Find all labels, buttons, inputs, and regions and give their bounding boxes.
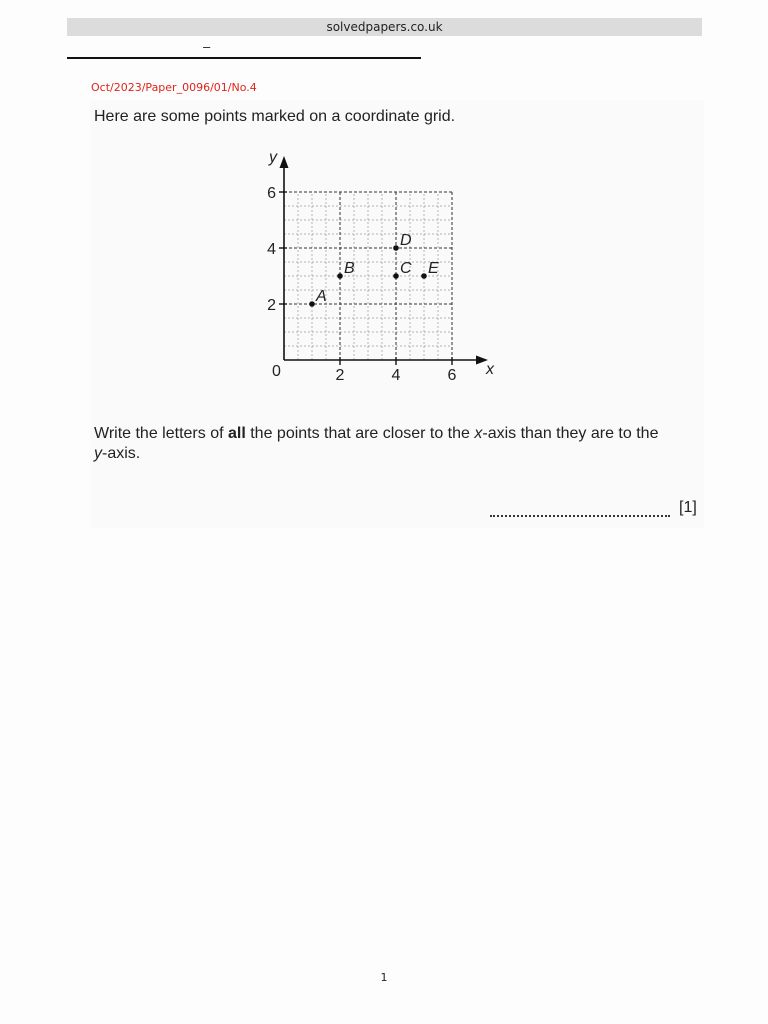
- point-c: [393, 273, 399, 279]
- y-axis-arrowhead: [280, 156, 289, 168]
- header-rule: [67, 57, 421, 59]
- site-name: solvedpapers.co.uk: [326, 20, 443, 34]
- answer-line[interactable]: [490, 515, 670, 517]
- point-label-d: D: [400, 232, 412, 249]
- question-instruction: Write the letters of all the points that are closer to the x-axis than they are to the y-axis.: [94, 425, 659, 462]
- header-dash: –: [203, 39, 211, 54]
- point-b: [337, 273, 343, 279]
- y-tick-label: 6: [267, 185, 276, 202]
- plotted-points: [309, 232, 439, 307]
- y-tick-label: 4: [267, 241, 276, 258]
- point-label-a: A: [316, 288, 327, 305]
- marks-label: [1]: [679, 499, 697, 516]
- tick-labels: [267, 185, 456, 384]
- x-axis-label: x: [486, 361, 494, 378]
- site-header-bar: [67, 18, 702, 36]
- coordinate-grid: [250, 140, 510, 390]
- x-tick-label: 4: [391, 367, 401, 384]
- question-reference: Oct/2023/Paper_0096/01/No.4: [91, 81, 257, 94]
- major-gridlines: [279, 192, 452, 365]
- question-intro: Here are some points marked on a coordinate grid.: [94, 108, 456, 125]
- x-tick-label: 6: [447, 367, 457, 384]
- point-label-e: E: [428, 260, 439, 277]
- page-number: 1: [380, 971, 388, 984]
- y-axis-label: y: [269, 149, 277, 166]
- point-label-c: C: [400, 260, 412, 277]
- point-label-b: B: [344, 260, 355, 277]
- point-d: [393, 245, 399, 251]
- point-a: [309, 301, 315, 307]
- x-tick-label: 2: [335, 367, 345, 384]
- axes: [280, 156, 489, 365]
- point-e: [421, 273, 427, 279]
- y-tick-label: 2: [267, 297, 276, 314]
- origin-label: 0: [272, 363, 281, 380]
- emphasis-all: all: [227, 425, 246, 442]
